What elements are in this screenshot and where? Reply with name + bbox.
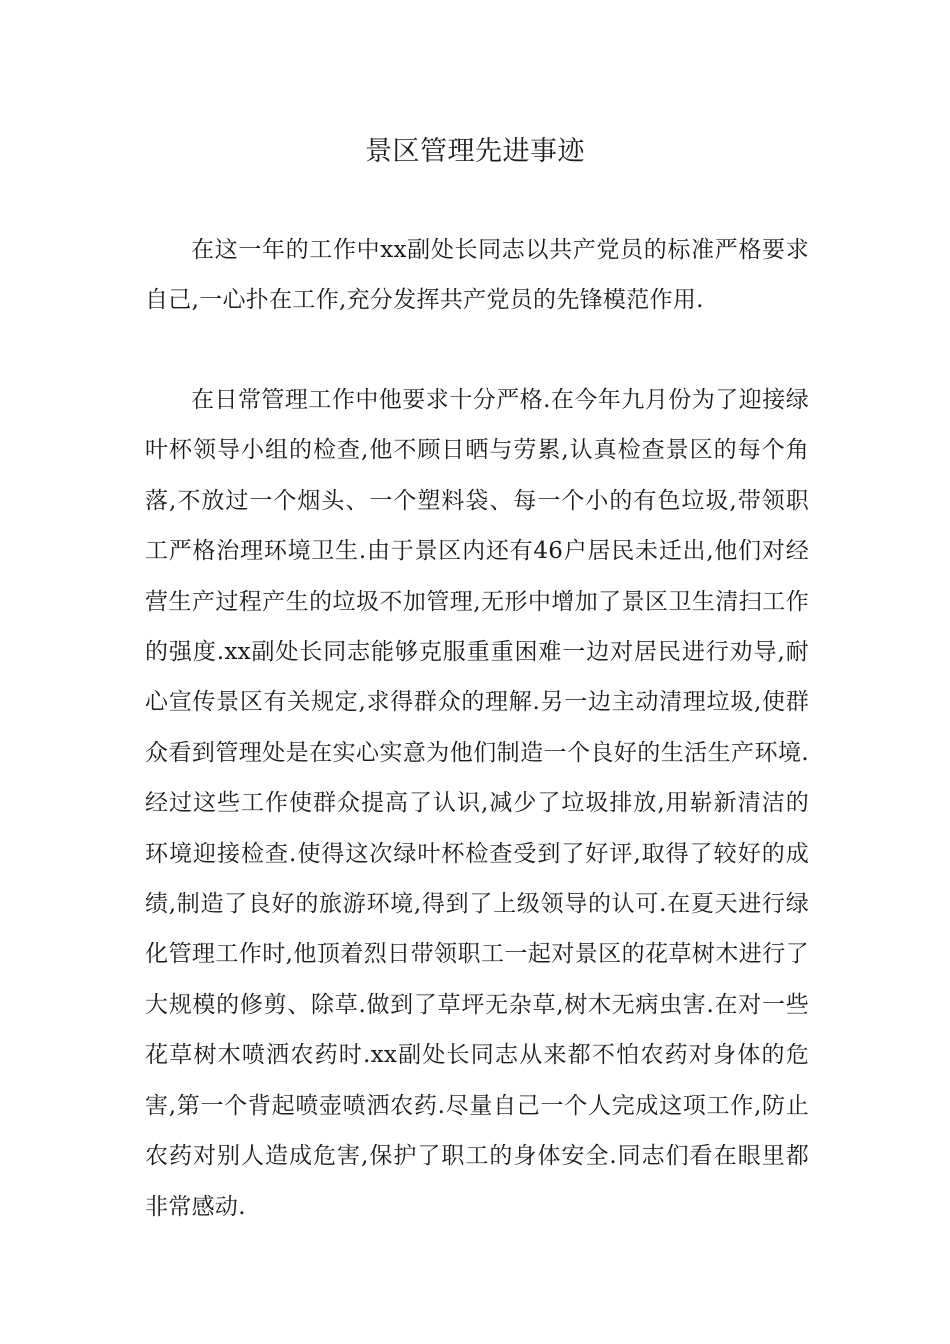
paragraph-intro: 在这一年的工作中xx副处长同志以共产党员的标准严格要求自己,一心扑在工作,充分发挥共产党员的先锋模范作用. (145, 237, 809, 314)
paragraph-daily-management: 在日常管理工作中他要求十分严格.在今年九月份为了迎接绿叶杯领导小组的检查,他不顾日晒与劳累,认真检查景区的每个角落,不放过一个烟头、一个塑料袋、每一个小的有色垃圾,带领职工严格治理环境卫生.由于景区内还有46户居民未迁出,他们对经营生产过程产生的垃圾不加管理,无形中增加了景区卫生清扫工作的强度.xx副处长同志能够克服重重困难一边对居民进行劝导,耐心宣传景区有关规定,求得群众的理解.另一边主动清理垃圾,使群众看到管理处是在实心实意为他们制造一个良好的生活生产环境.经过这些工作使群众提高了认识,减少了垃圾排放,用崭新清洁的环境迎接检查.使得这次绿叶杯检查受到了好评,取得了较好的成绩,制造了良好的旅游环境,得到了上级领导的认可.在夏天进行绿化管理工作时,他顶着烈日带领职工一起对景区的花草树木进行了大规模的修剪、除草.做到了草坪无杂草,树木无病虫害.在对一些花草树木喷洒农药时.xx副处长同志从来都不怕农药对身体的危害,第一个背起喷壶喷洒农药.尽量自己一个人完成这项工作,防止农药对别人造成危害,保护了职工的身体安全.同志们看在眼里都非常感动. (145, 387, 809, 1220)
document-title: 景区管理先进事迹 (365, 136, 585, 167)
